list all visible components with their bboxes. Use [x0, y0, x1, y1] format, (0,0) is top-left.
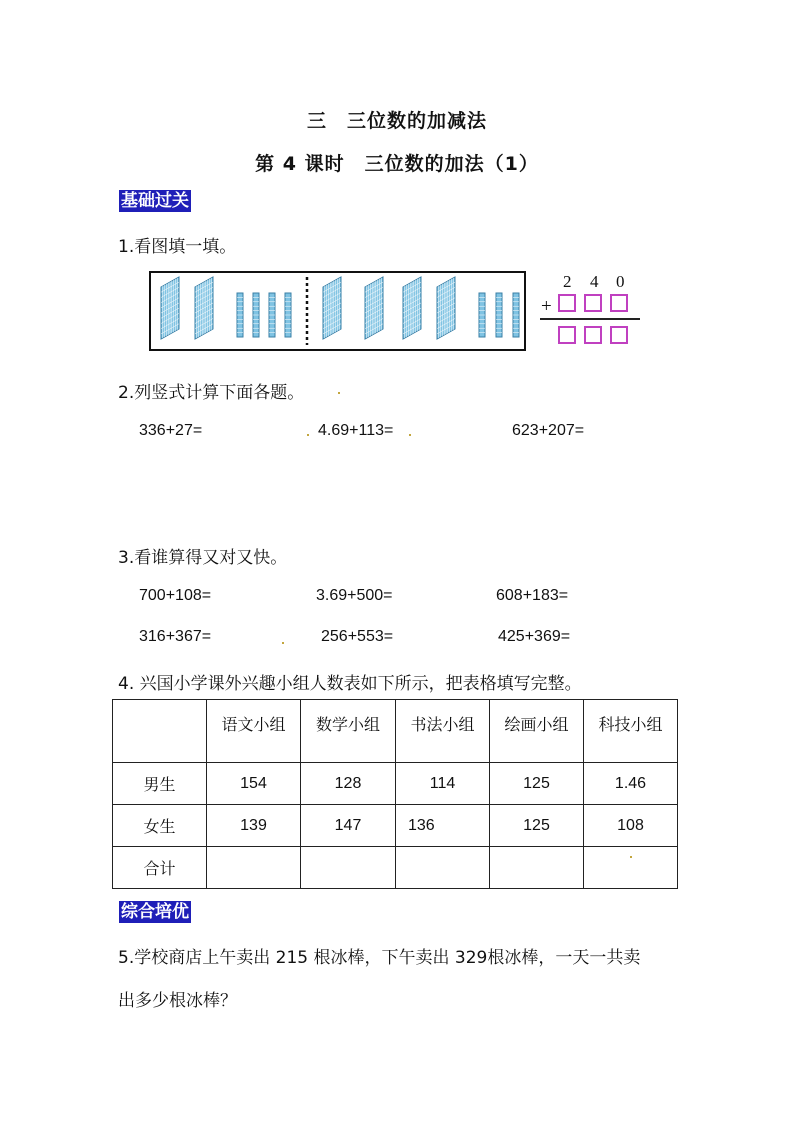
- stray-mark: [409, 434, 411, 436]
- answer-box-sum-tens[interactable]: [584, 326, 602, 344]
- q2-expression-3: 623+207=: [512, 422, 585, 439]
- hundred-flat-block: [403, 277, 421, 339]
- answer-box-addend-ones[interactable]: [610, 294, 628, 312]
- ten-rod-block: [237, 293, 243, 337]
- stray-mark: [338, 392, 340, 394]
- top-digit-ones: 0: [616, 272, 625, 291]
- ten-rod-block: [496, 293, 502, 337]
- base-ten-blocks-picture: [151, 273, 524, 349]
- total-input-cell[interactable]: [301, 847, 396, 889]
- ten-rod-block: [253, 293, 259, 337]
- answer-box-addend-hundreds[interactable]: [558, 294, 576, 312]
- row-label-girls: 女生: [113, 805, 207, 847]
- question-5-line-1: 5.学校商店上午卖出 215 根冰棒，下午卖出 329根冰棒，一天一共卖: [118, 948, 641, 968]
- sum-line: [540, 318, 640, 320]
- q3-expression-4: 316+367=: [139, 628, 212, 645]
- section-tag-advanced: 综合培优: [121, 902, 189, 922]
- q3-expression-1: 700+108=: [139, 587, 212, 604]
- row-label-boys: 男生: [113, 763, 207, 805]
- q3-expression-6: 425+369=: [498, 628, 571, 645]
- ten-rod-block: [479, 293, 485, 337]
- question-5-line-2: 出多少根冰棒？: [118, 991, 237, 1011]
- interest-group-table: [112, 699, 678, 889]
- total-input-cell[interactable]: [207, 847, 301, 889]
- header-painting-group: 绘画小组: [490, 700, 584, 763]
- table-row-total: [113, 847, 678, 889]
- question-1-label: 1.看图填一填。: [118, 237, 237, 257]
- table-cell: 114: [396, 763, 490, 805]
- hundred-flat-block: [365, 277, 383, 339]
- top-digit-tens: 4: [590, 272, 599, 291]
- header-calligraphy-group: 书法小组: [396, 700, 490, 763]
- q2-expression-2: 4.69+113=: [318, 422, 394, 439]
- ten-rod-block: [269, 293, 275, 337]
- q3-expression-5: 256+553=: [321, 628, 394, 645]
- table-cell: 1.46: [584, 763, 678, 805]
- table-header-row: [113, 700, 678, 763]
- table-cell: 108: [584, 805, 678, 847]
- page-title: 三 三位数的加减法: [306, 110, 487, 132]
- answer-box-sum-hundreds[interactable]: [558, 326, 576, 344]
- header-math-group: 数学小组: [301, 700, 396, 763]
- plus-sign: +: [541, 296, 552, 317]
- header-corner: [113, 700, 207, 763]
- answer-box-sum-ones[interactable]: [610, 326, 628, 344]
- top-digit-hundreds: 2: [563, 272, 572, 291]
- question-4-label: 4. 兴国小学课外兴趣小组人数表如下所示，把表格填写完整。: [118, 674, 582, 694]
- header-tech-group: 科技小组: [584, 700, 678, 763]
- q2-expression-1: 336+27=: [139, 422, 203, 439]
- table-cell: 136: [396, 805, 490, 847]
- hundred-flat-block: [437, 277, 455, 339]
- stray-mark: [307, 434, 309, 436]
- header-chinese-group: 语文小组: [207, 700, 301, 763]
- total-input-cell[interactable]: [490, 847, 584, 889]
- vertical-addition: [536, 270, 646, 352]
- table-row-boys: [113, 763, 678, 805]
- table-cell: 128: [301, 763, 396, 805]
- question-3-label: 3.看谁算得又对又快。: [118, 548, 288, 568]
- table-cell: 125: [490, 805, 584, 847]
- hundred-flat-block: [195, 277, 213, 339]
- row-label-total: 合计: [113, 847, 207, 889]
- table-cell: 154: [207, 763, 301, 805]
- section-tag-basic: 基础过关: [121, 191, 189, 211]
- answer-box-addend-tens[interactable]: [584, 294, 602, 312]
- ten-rod-block: [285, 293, 291, 337]
- table-cell: 125: [490, 763, 584, 805]
- question-2-label: 2.列竖式计算下面各题。: [118, 383, 305, 403]
- lesson-subtitle: 第 4 课时 三位数的加法（1）: [255, 153, 539, 175]
- hundred-flat-block: [323, 277, 341, 339]
- hundred-flat-block: [161, 277, 179, 339]
- ten-rod-block: [513, 293, 519, 337]
- total-input-cell[interactable]: [584, 847, 678, 889]
- table-cell: 139: [207, 805, 301, 847]
- total-input-cell[interactable]: [396, 847, 490, 889]
- stray-mark: [282, 642, 284, 644]
- base-ten-blocks-panel: [149, 271, 526, 351]
- q3-expression-2: 3.69+500=: [316, 587, 393, 604]
- q3-expression-3: 608+183=: [496, 587, 569, 604]
- stray-mark: [630, 856, 632, 858]
- table-row-girls: [113, 805, 678, 847]
- table-cell: 147: [301, 805, 396, 847]
